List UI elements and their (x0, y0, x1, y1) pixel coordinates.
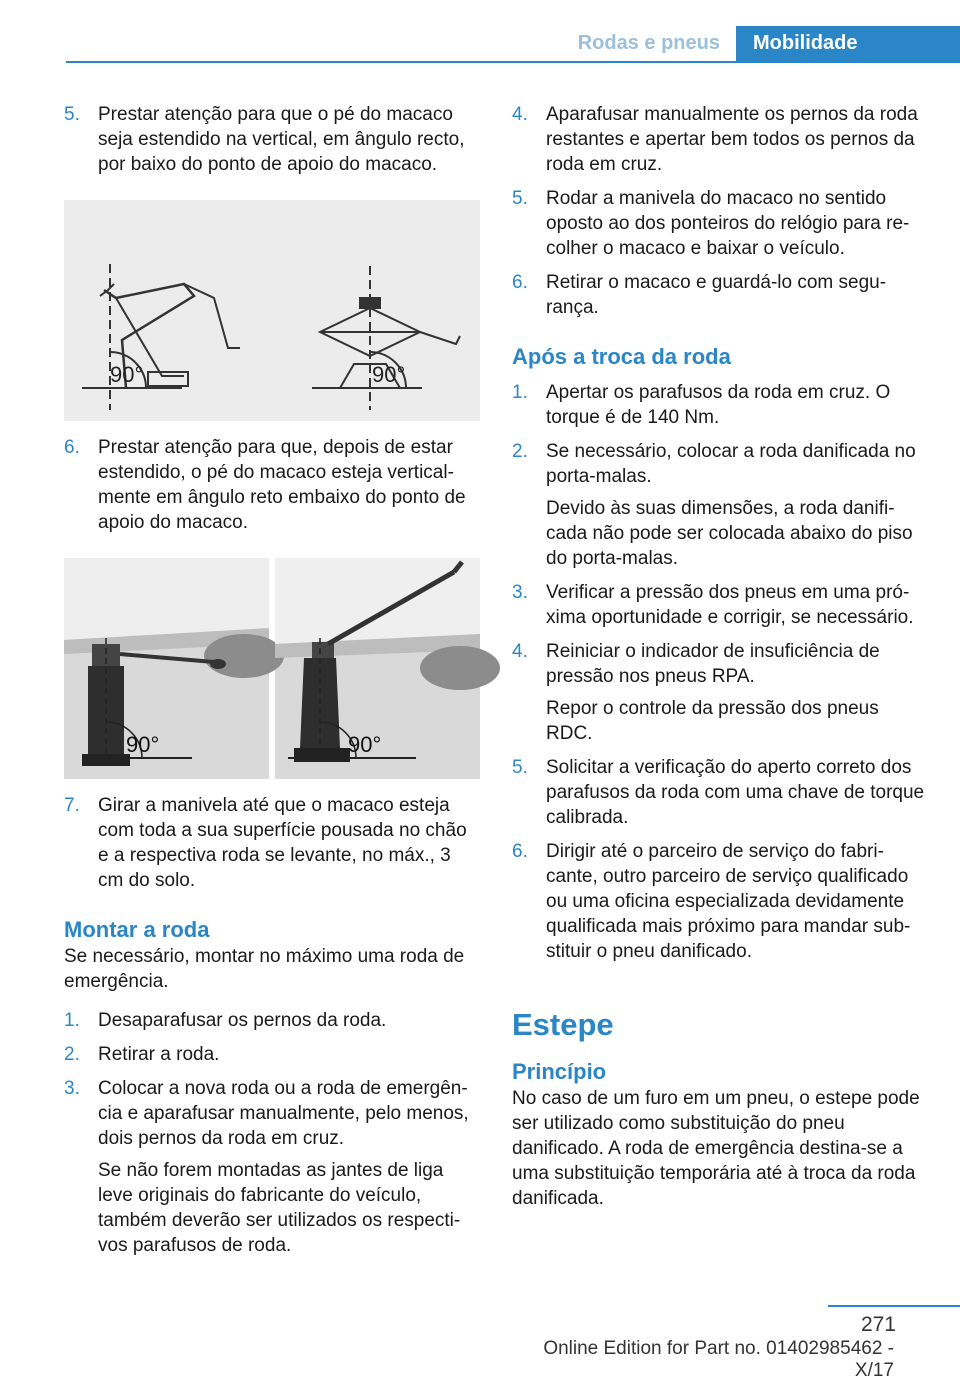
step-number: 2. (512, 441, 528, 462)
section-heading: Após a troca da roda (512, 344, 731, 369)
header-section-title: Rodas e pneus (577, 32, 720, 54)
page-number-rule (828, 1305, 960, 1307)
step-item (512, 755, 928, 830)
step-item (64, 102, 480, 177)
step-text: Solicitar a verificação do aperto correto dos parafusos da roda com uma chave de torque calibrada. (546, 757, 925, 828)
angle-label-right: 90° (372, 362, 406, 387)
step-text: Apertar os parafusos da roda em cruz. O torque é de 140 Nm. (546, 382, 891, 428)
edition-footer: Online Edition for Part no. 01402985462 - X/17 (543, 1338, 894, 1381)
step-item (512, 186, 928, 261)
step-item (512, 839, 928, 964)
step-item (64, 1008, 480, 1033)
step-number: 6. (64, 437, 80, 458)
step-number: 4. (512, 104, 528, 125)
after-steps (512, 380, 928, 964)
step-text: Retirar a roda. (98, 1044, 220, 1065)
step-item (64, 793, 480, 893)
step-text: Desaparafusar os pernos da roda. (98, 1010, 387, 1031)
step-number: 3. (512, 582, 528, 603)
angle-label-left: 90° (126, 732, 160, 757)
step-text: Retirar o macaco e guardá-lo com segurança. (546, 272, 887, 318)
jack-photo-illustration (64, 558, 480, 779)
step-number: 6. (512, 841, 528, 862)
step-text: Aparafusar manualmente os pernos da roda restantes e apertar bem todos os pernos da roda em cruz. (546, 104, 918, 175)
left-column (64, 102, 480, 1258)
step-number: 5. (512, 188, 528, 209)
step-number: 6. (512, 272, 528, 293)
section-heading: Princípio (512, 1059, 607, 1084)
step-text: Rodar a manivela do macaco no sentido oposto ao dos ponteiros do relógio para recolher o macaco e baixar o veículo. (546, 188, 910, 259)
section-text: No caso de um furo em um pneu, o estepe pode ser utilizado como substituição do pneu danificado. A roda de emergência destina-se a uma substituição temporária até à troca da roda danificada. (512, 1088, 920, 1209)
step-list-a (64, 102, 480, 177)
step-number: 5. (512, 757, 528, 778)
step-note: Devido às suas dimensões, a roda danificada não pode ser colocada abaixo do piso do porta-malas. (546, 498, 913, 569)
step-number: 2. (64, 1044, 80, 1065)
step-note: Se não forem montadas as jantes de liga leve originais do fabricante do veículo, também deverão ser utilizados os respectivos parafusos de roda. (98, 1160, 461, 1256)
header-chapter-tab: Mobilidade (736, 26, 960, 61)
step-text: Girar a manivela até que o macaco esteja com toda a sua superfície pousada no chão e a respectiva roda se levante, no máx., 3 cm do solo. (98, 795, 467, 891)
step-item (64, 1042, 480, 1067)
step-text: Prestar atenção para que o pé do macaco seja estendido na vertical, em ângulo recto, por baixo do ponto de apoio do macaco. (98, 104, 465, 175)
page-number: 271 (860, 1313, 896, 1336)
step-item (64, 1076, 480, 1258)
step-item (512, 580, 928, 630)
step-number: 5. (64, 104, 80, 125)
step-text: Se necessário, colocar a roda danificada no porta-malas. (546, 441, 916, 487)
step-list-c (64, 793, 480, 893)
mount-steps (64, 1008, 480, 1258)
step-item (512, 380, 928, 430)
step-list-b (64, 435, 480, 535)
angle-label-left: 90° (110, 362, 144, 387)
step-number: 1. (64, 1010, 80, 1031)
angle-label-right: 90° (348, 732, 382, 757)
step-text: Colocar a nova roda ou a roda de emergência e aparafusar manualmente, pelo menos, dois pernos da roda em cruz. (98, 1078, 469, 1149)
jack-under-car-photos (64, 558, 480, 779)
step-item (512, 102, 928, 177)
step-text: Dirigir até o parceiro de serviço do fabricante, outro parceiro de serviço qualificado ou uma oficina especializada devidamente qualificada mais próximo para mandar substituir o pneu danificado. (546, 841, 911, 962)
chapter-heading: Estepe (512, 1007, 614, 1042)
jack-angle-illustration (64, 200, 480, 421)
step-item (512, 639, 928, 746)
step-text: Reiniciar o indicador de insuficiência de pressão nos pneus RPA. (546, 641, 880, 687)
step-number: 3. (64, 1078, 80, 1099)
step-number: 7. (64, 795, 80, 816)
right-column (512, 102, 928, 1211)
page-header (0, 26, 960, 62)
step-number: 1. (512, 382, 528, 403)
section-intro: Se necessário, montar no máximo uma roda de emergência. (64, 946, 465, 992)
step-item (512, 270, 928, 320)
step-item (512, 439, 928, 571)
step-text: Prestar atenção para que, depois de estar estendido, o pé do macaco esteja verticalmente em ângulo reto embaixo do ponto de apoio do macaco. (98, 437, 466, 533)
section-heading: Montar a roda (64, 917, 210, 942)
jack-angle-diagram (64, 200, 480, 421)
step-note: Repor o controle da pressão dos pneus RDC. (546, 698, 879, 744)
header-rule (66, 61, 960, 63)
step-number: 4. (512, 641, 528, 662)
step-list-continued (512, 102, 928, 320)
step-item (64, 435, 480, 535)
step-text: Verificar a pressão dos pneus em uma próxima oportunidade e corrigir, se necessário. (546, 582, 914, 628)
